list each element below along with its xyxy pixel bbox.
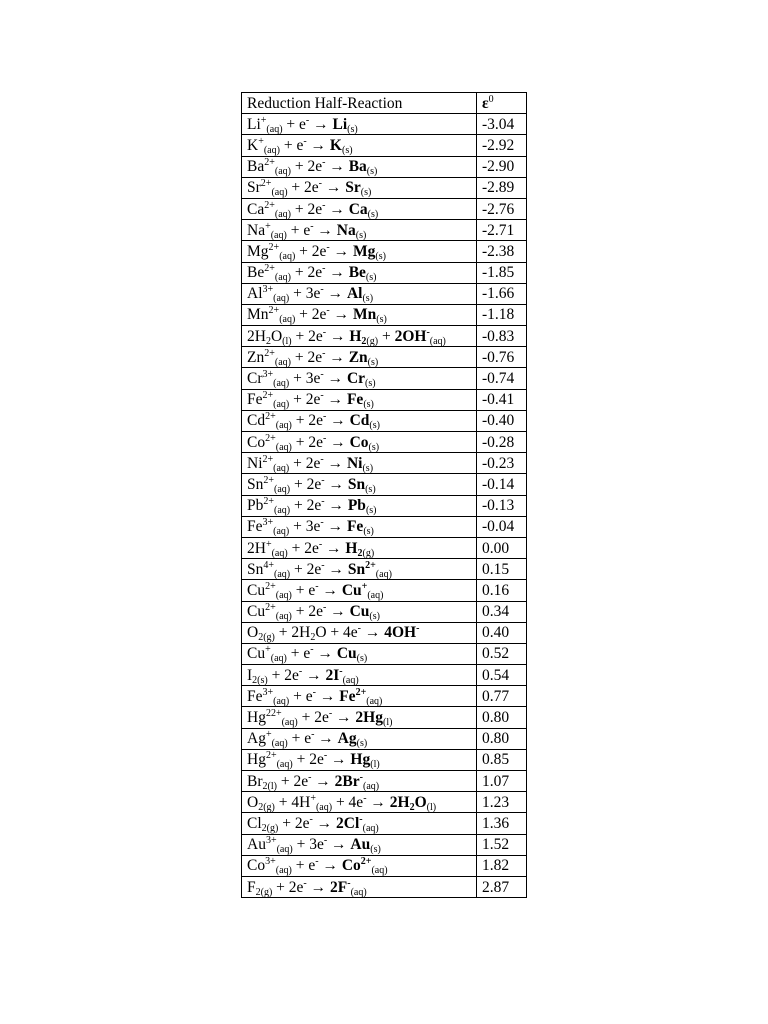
potential-cell: 0.80	[477, 728, 527, 749]
potential-cell: -1.66	[477, 283, 527, 304]
table-row	[242, 368, 527, 389]
reaction-cell: $Fe^{2+}_{(aq)} + 2e^- \to Fe_{(s)}$	[242, 389, 477, 410]
potential-cell: -2.76	[477, 198, 527, 219]
table-row	[242, 643, 527, 664]
table-row	[242, 453, 527, 474]
table-row	[242, 432, 527, 453]
reaction-cell: $Na^+_{(aq)} + e^- \to Na_{(s)}$	[242, 220, 477, 241]
reaction-cell: $Ni^{2+}_{(aq)} + 2e^- \to Ni_{(s)}$	[242, 453, 477, 474]
reaction-cell: $2H^+_{(aq)} + 2e^- \to H_{2(g)}$	[242, 537, 477, 558]
potential-cell: -3.04	[477, 114, 527, 135]
potential-cell: -0.28	[477, 432, 527, 453]
reaction-cell: $Cl_{2(g)} + 2e^- \to 2Cl^-_{(aq)}$	[242, 813, 477, 834]
potential-cell: 1.07	[477, 771, 527, 792]
reaction-cell: $Mn^{2+}_{(aq)} + 2e^- \to Mn_{(s)}$	[242, 304, 477, 325]
table-row	[242, 771, 527, 792]
reaction-cell: $Hg^{2+}_{(aq)} + 2e^- \to Hg_{(l)}$	[242, 749, 477, 770]
epsilon-superscript: 0	[488, 93, 494, 105]
table-row	[242, 198, 527, 219]
potential-cell: 1.52	[477, 834, 527, 855]
header-reaction: Reduction Half-Reaction	[242, 93, 477, 114]
table-row	[242, 601, 527, 622]
potential-cell: 0.54	[477, 665, 527, 686]
potential-cell: -0.23	[477, 453, 527, 474]
potential-cell: 0.52	[477, 643, 527, 664]
reaction-cell: $Fe^{3+}_{(aq)} + 3e^- \to Fe_{(s)}$	[242, 516, 477, 537]
table-row	[242, 516, 527, 537]
reaction-cell: $Cd^{2+}_{(aq)} + 2e^- \to Cd_{(s)}$	[242, 410, 477, 431]
reaction-cell: $Hg^{22+}_{(aq)} + 2e^- \to 2Hg_{(l)}$	[242, 707, 477, 728]
reaction-cell: $Cr^{3+}_{(aq)} + 3e^- \to Cr_{(s)}$	[242, 368, 477, 389]
table-row	[242, 813, 527, 834]
table-row	[242, 537, 527, 558]
potential-cell: 0.00	[477, 537, 527, 558]
reaction-cell: $O_{2(g)} + 4H^+_{(aq)} + 4e^- \to 2H_2O_{(l)}$	[242, 792, 477, 813]
table-row	[242, 220, 527, 241]
table-row	[242, 580, 527, 601]
potential-cell: 1.23	[477, 792, 527, 813]
potential-cell: 0.40	[477, 622, 527, 643]
table-row	[242, 114, 527, 135]
reaction-cell: $Cu^{2+}_{(aq)} + 2e^- \to Cu_{(s)}$	[242, 601, 477, 622]
potential-cell: 0.34	[477, 601, 527, 622]
table-row	[242, 834, 527, 855]
potential-cell: -0.76	[477, 347, 527, 368]
reaction-cell: $Fe^{3+}_{(aq)} + e^- \to Fe^{2+}_{(aq)}$	[242, 686, 477, 707]
reaction-cell: $Ca^{2+}_{(aq)} + 2e^- \to Ca_{(s)}$	[242, 198, 477, 219]
table-row	[242, 707, 527, 728]
header-row	[242, 93, 527, 114]
reaction-cell: $K^+_{(aq)} + e^- \to K_{(s)}$	[242, 135, 477, 156]
table-row	[242, 876, 527, 897]
table-row	[242, 283, 527, 304]
potential-cell: 0.15	[477, 559, 527, 580]
potential-cell: -2.38	[477, 241, 527, 262]
reaction-cell: $F_{2(g)} + 2e^- \to 2F^-_{(aq)}$	[242, 876, 477, 897]
table-row	[242, 495, 527, 516]
table-row	[242, 326, 527, 347]
table-row	[242, 559, 527, 580]
table-row	[242, 156, 527, 177]
reaction-cell: $Co^{2+}_{(aq)} + 2e^- \to Co_{(s)}$	[242, 432, 477, 453]
reaction-cell: $I_{2(s)} + 2e^- \to 2I^-_{(aq)}$	[242, 665, 477, 686]
reaction-cell: $Al^{3+}_{(aq)} + 3e^- \to Al_{(s)}$	[242, 283, 477, 304]
reaction-cell: $Ba^{2+}_{(aq)} + 2e^- \to Ba_{(s)}$	[242, 156, 477, 177]
reaction-cell: $Ag^+_{(aq)} + e^- \to Ag_{(s)}$	[242, 728, 477, 749]
potential-cell: 1.82	[477, 855, 527, 876]
potential-cell: -1.18	[477, 304, 527, 325]
epsilon-symbol: ε	[482, 94, 489, 112]
table-row	[242, 665, 527, 686]
reaction-cell: $Br_{2(l)} + 2e^- \to 2Br^-_{(aq)}$	[242, 771, 477, 792]
potential-cell: 1.36	[477, 813, 527, 834]
potential-cell: -0.74	[477, 368, 527, 389]
potential-cell: -2.71	[477, 220, 527, 241]
potential-cell: -0.04	[477, 516, 527, 537]
table-row	[242, 728, 527, 749]
potential-cell: -0.41	[477, 389, 527, 410]
potential-cell: 0.85	[477, 749, 527, 770]
reaction-cell: $Sr^{2+}_{(aq)} + 2e^- \to Sr_{(s)}$	[242, 177, 477, 198]
table-row	[242, 347, 527, 368]
reaction-cell: $Sn^{4+}_{(aq)} + 2e^- \to Sn^{2+}_{(aq)}$	[242, 559, 477, 580]
table-row	[242, 410, 527, 431]
table-row	[242, 686, 527, 707]
reaction-cell: $Co^{3+}_{(aq)} + e^- \to Co^{2+}_{(aq)}$	[242, 855, 477, 876]
table-row	[242, 792, 527, 813]
table-row	[242, 241, 527, 262]
potential-cell: -2.92	[477, 135, 527, 156]
table-body	[242, 114, 527, 898]
reaction-cell: $Au^{3+}_{(aq)} + 3e^- \to Au_{(s)}$	[242, 834, 477, 855]
potential-cell: 0.77	[477, 686, 527, 707]
table-row	[242, 855, 527, 876]
potential-cell: 0.16	[477, 580, 527, 601]
reaction-cell: $Cu^+_{(aq)} + e^- \to Cu_{(s)}$	[242, 643, 477, 664]
reaction-cell: $Sn^{2+}_{(aq)} + 2e^- \to Sn_{(s)}$	[242, 474, 477, 495]
potential-cell: -1.85	[477, 262, 527, 283]
potential-cell: -0.13	[477, 495, 527, 516]
reaction-cell: $O_{2(g)} + 2H_2O + 4e^- \to 4OH^-$	[242, 622, 477, 643]
potential-cell: -0.40	[477, 410, 527, 431]
table-row	[242, 304, 527, 325]
reaction-cell: $Mg^{2+}_{(aq)} + 2e^- \to Mg_{(s)}$	[242, 241, 477, 262]
potential-cell: -0.14	[477, 474, 527, 495]
table-row	[242, 749, 527, 770]
table-row	[242, 622, 527, 643]
reaction-cell: $Zn^{2+}_{(aq)} + 2e^- \to Zn_{(s)}$	[242, 347, 477, 368]
table-row	[242, 389, 527, 410]
reduction-potential-table	[241, 92, 527, 898]
reaction-cell: $Li^+_{(aq)} + e^- \to Li_{(s)}$	[242, 114, 477, 135]
table-row	[242, 135, 527, 156]
potential-cell: -0.83	[477, 326, 527, 347]
potential-cell: 2.87	[477, 876, 527, 897]
reaction-cell: $2H_2O_{(l)} + 2e^- \to H_{2(g)} + 2OH^-_{(aq)}$	[242, 326, 477, 347]
potential-cell: -2.90	[477, 156, 527, 177]
table-row	[242, 262, 527, 283]
potential-cell: 0.80	[477, 707, 527, 728]
potential-cell: -2.89	[477, 177, 527, 198]
reaction-cell: $Cu^{2+}_{(aq)} + e^- \to Cu^+_{(aq)}$	[242, 580, 477, 601]
reaction-cell: $Be^{2+}_{(aq)} + 2e^- \to Be_{(s)}$	[242, 262, 477, 283]
table-row	[242, 177, 527, 198]
table-row	[242, 474, 527, 495]
header-potential	[477, 93, 527, 114]
reaction-cell: $Pb^{2+}_{(aq)} + 2e^- \to Pb_{(s)}$	[242, 495, 477, 516]
